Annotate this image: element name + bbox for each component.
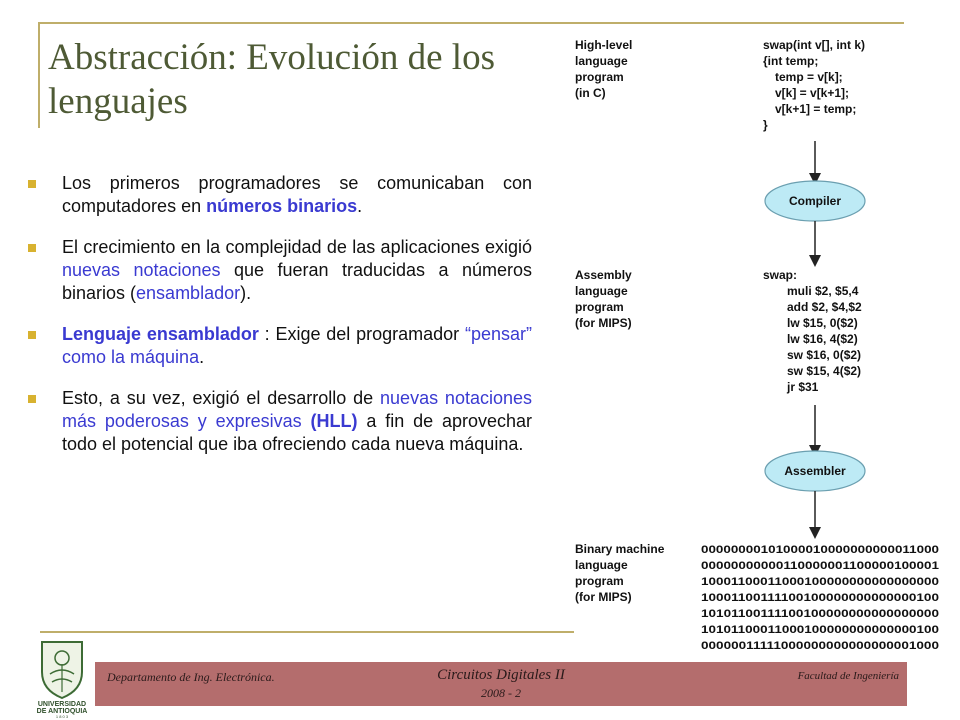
bullet-text-segment: . — [357, 196, 363, 216]
bullet-text-segment: a fin de aprovechar todo el potencial que iba ofreciendo cada nueva máquina. — [62, 411, 532, 454]
title-frame-top — [38, 22, 904, 24]
university-logo — [34, 638, 90, 718]
bullet-text-segment: : Exige del programador — [258, 324, 465, 344]
mips-assembly-code: swap: muli $2, $5,4 add $2, $4,$2 lw $15, 0($2) lw $16, 4($2) sw $16, 0($2) sw $15, 4($2) jr $31 — [763, 268, 862, 394]
bullet-marker — [28, 180, 36, 188]
title-frame-left — [38, 22, 40, 128]
assembler-label: Assembler — [784, 464, 846, 478]
footer-department: Departamento de Ing. Electrónica. — [107, 670, 275, 684]
compilation-diagram — [565, 33, 949, 663]
compiler-label: Compiler — [788, 194, 842, 208]
logo-line-2: DE ANTIOQUIA — [36, 708, 88, 715]
bullet-item — [28, 323, 532, 369]
bullet-marker — [28, 244, 36, 252]
bullet-item — [28, 387, 532, 456]
bullet-marker — [28, 331, 36, 339]
binary-code: 00000000101000010000000000011000 00000000000110000001100000100001 10001100011000100000000000000000 10001100111100100000000000000100 10101100111100100000000000000000 10101100011000100000000000000100 00000011111000000000000000001000 — [701, 544, 939, 652]
bullet-text-segment: ). — [240, 283, 252, 303]
bullet-text-segment: “pensar” como la máquina — [62, 324, 532, 367]
bullet-text-segment: nuevas notaciones — [62, 260, 221, 280]
logo-line-3: 1 8 0 3 — [55, 714, 69, 718]
footer-faculty: Facultad de Ingeniería — [797, 670, 899, 682]
footer-bar — [95, 662, 907, 706]
bullet-text-segment: El crecimiento en la complejidad de las aplicaciones exigió — [62, 237, 532, 257]
bullet-text — [62, 388, 532, 454]
assembly-label: Assembly language program (for MIPS) — [575, 268, 632, 330]
high-level-label: High-level language program (in C) — [575, 38, 633, 100]
logo-line-1: UNIVERSIDAD — [37, 701, 87, 708]
footer-year: 2008 - 2 — [481, 686, 521, 700]
content-divider — [40, 631, 574, 633]
slide-title: Abstracción: Evolución de los lenguajes — [48, 37, 495, 122]
bullet-text — [62, 324, 532, 367]
bullet-text-segment: números binarios — [206, 196, 358, 216]
binary-label: Binary machine language program (for MIPS) — [575, 542, 665, 604]
bullet-text-segment: . — [199, 347, 205, 367]
bullet-text-segment: nuevas notaciones más poderosas y expresivas — [62, 388, 532, 431]
bullet-list — [28, 172, 532, 474]
bullet-text-segment: ensamblador — [136, 283, 241, 303]
footer-course: Circuitos Digitales II — [437, 667, 565, 683]
bullet-text-segment: que fueran traducidas a números binarios ( — [62, 260, 532, 303]
bullet-text-segment: Lenguaje ensamblador — [62, 324, 259, 344]
bullet-text-segment: Esto, a su vez, exigió el desarrollo de — [62, 388, 381, 408]
bullet-marker — [28, 395, 36, 403]
bullet-item — [28, 172, 532, 218]
c-code: swap(int v[], int k) {int temp; temp = v[k]; v[k] = v[k+1]; v[k+1] = temp; } — [763, 38, 865, 132]
bullet-text — [62, 237, 532, 303]
bullet-text — [62, 173, 532, 216]
bullet-text-segment: Los primeros programadores se comunicaban con computadores en — [62, 173, 532, 216]
bullet-text-segment: (HLL) — [310, 411, 358, 431]
bullet-item — [28, 236, 532, 305]
